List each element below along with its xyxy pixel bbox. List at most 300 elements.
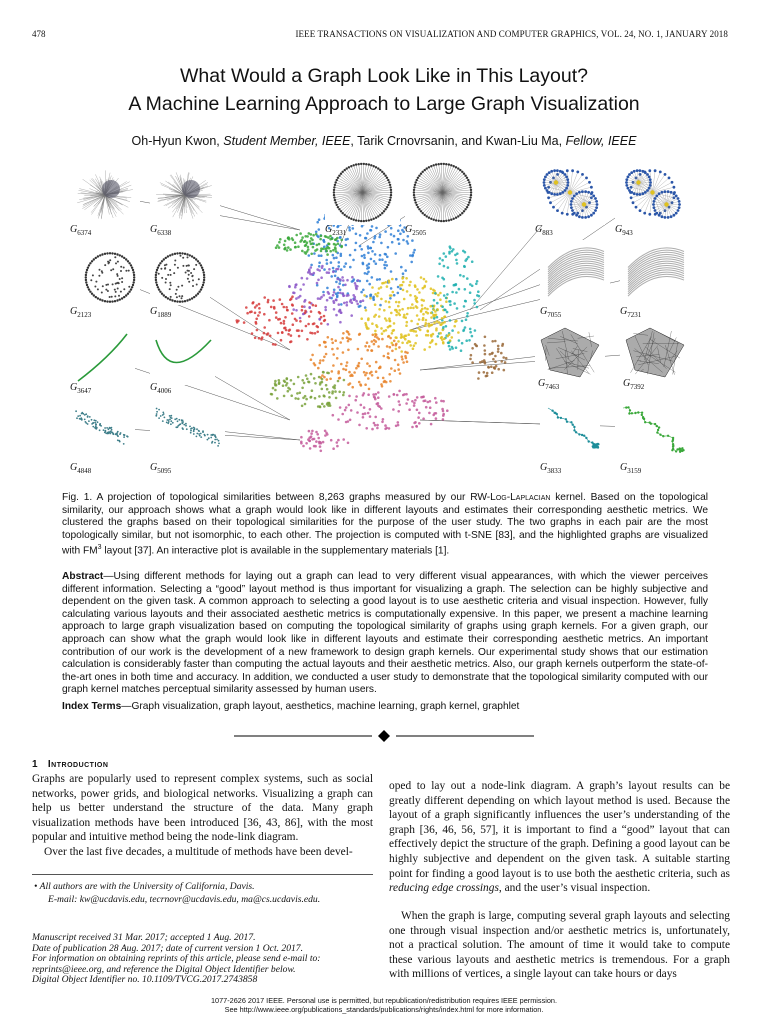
scatter-point: [343, 302, 346, 305]
scatter-point: [430, 312, 433, 315]
scatter-point: [493, 366, 496, 369]
scatter-point: [330, 261, 333, 264]
scatter-point: [443, 294, 446, 297]
scatter-point: [340, 245, 343, 248]
scatter-point: [503, 369, 506, 372]
scatter-point: [360, 317, 363, 320]
scatter-point: [343, 265, 346, 268]
scatter-point: [332, 353, 335, 356]
scatter-point: [345, 244, 348, 247]
scatter-point: [295, 297, 298, 300]
scatter-point: [291, 312, 294, 315]
scatter-point: [357, 348, 360, 351]
manuscript-doi: Digital Object Identifier no. 10.1109/TVCG.2017.2743858: [32, 974, 258, 986]
graph-label: $G_{943}$: [615, 224, 633, 237]
graph-thumbnail-curve: [70, 330, 135, 385]
scatter-point: [363, 392, 366, 395]
scatter-point: [433, 317, 436, 320]
scatter-point: [301, 330, 304, 333]
scatter-point: [371, 250, 374, 253]
scatter-point: [442, 400, 445, 403]
scatter-point: [399, 314, 402, 317]
manuscript-reference: reprints@ieee.org, and reference the Digital Object Identifier below.: [32, 963, 296, 975]
scatter-point: [334, 339, 337, 342]
scatter-point: [349, 375, 352, 378]
scatter-point: [438, 321, 441, 324]
graph-label: $G_{1889}$: [150, 306, 172, 319]
scatter-point: [375, 370, 378, 373]
scatter-point: [383, 330, 386, 333]
scatter-point: [384, 261, 387, 264]
caption-text: kernel. Based on the topological similarity, our approach shows what a graph would look like in different layouts and estimates their corresponding aesthetic metrics. We clustered the graphs based on their topological similarities for the purpose of the user study. The two graphs in each pair are the most topologically similar, but not isomorphic, to each other. The projection is computed with t-SNE [83], and the highlighted graphs are visualized with FM: [62, 492, 708, 557]
scatter-point: [335, 314, 338, 317]
scatter-point: [477, 290, 480, 293]
scatter-point: [308, 430, 311, 433]
scatter-point: [373, 260, 376, 263]
scatter-point: [389, 297, 392, 300]
scatter-point: [323, 268, 326, 271]
scatter-point: [378, 287, 381, 290]
scatter-point: [406, 240, 409, 243]
scatter-point: [406, 321, 409, 324]
scatter-point: [294, 318, 297, 321]
scatter-point: [448, 345, 451, 348]
scatter-point: [373, 339, 376, 342]
scatter-point: [427, 401, 430, 404]
scatter-point: [399, 233, 402, 236]
scatter-point: [272, 299, 275, 302]
scatter-point: [395, 314, 398, 317]
scatter-point: [310, 358, 313, 361]
scatter-point: [283, 395, 286, 398]
scatter-point: [424, 399, 427, 402]
scatter-point: [310, 253, 313, 256]
scatter-point: [345, 421, 348, 424]
scatter-point: [441, 408, 444, 411]
scatter-point: [367, 317, 370, 320]
scatter-point: [421, 299, 424, 302]
caption-sup: 3: [97, 544, 102, 552]
scatter-point: [370, 294, 373, 297]
scatter-point: [276, 397, 279, 400]
manuscript-info: [32, 933, 373, 986]
scatter-point: [321, 374, 324, 377]
scatter-point: [327, 323, 330, 326]
scatter-point: [310, 310, 313, 313]
scatter-point: [406, 290, 409, 293]
scatter-point: [369, 415, 372, 418]
scatter-point: [428, 346, 431, 349]
scatter-point: [342, 295, 345, 298]
scatter-point: [389, 320, 392, 323]
scatter-point: [366, 362, 369, 365]
scatter-point: [283, 380, 286, 383]
scatter-point: [455, 259, 458, 262]
scatter-point: [258, 311, 261, 314]
scatter-point: [314, 332, 317, 335]
scatter-point: [336, 441, 339, 444]
scatter-point: [354, 249, 357, 252]
scatter-point: [274, 343, 277, 346]
scatter-point: [378, 278, 381, 281]
scatter-point: [362, 299, 365, 302]
graph-label: $G_{7231}$: [620, 306, 642, 319]
scatter-point: [257, 314, 260, 317]
manuscript-publication: Date of publication 28 Aug. 2017; date of current version 1 Oct. 2017.: [32, 942, 303, 954]
scatter-point: [484, 336, 487, 339]
scatter-point: [390, 367, 393, 370]
scatter-point: [384, 230, 387, 233]
scatter-point: [441, 317, 444, 320]
scatter-point: [375, 393, 378, 396]
scatter-point: [387, 246, 390, 249]
scatter-point: [310, 435, 313, 438]
graph-thumbnail-swirl: [620, 240, 690, 305]
scatter-point: [491, 371, 494, 374]
scatter-point: [394, 309, 397, 312]
graph-label: $G_{3833}$: [540, 462, 562, 475]
scatter-point: [336, 357, 339, 360]
abstract-text: —Using different methods for laying out a graph can lead to very different visual appearances, with which the viewer perceives different information. Selecting a “good” layout method is thus important for visualizing a graph. The selection can be highly subjective and dependent on the given task. A common approach to selecting a good layout is to use aesthetic criteria and visual inspection. However, fully calculating various layouts and their associated aesthetic metrics is computationally expensive. In this paper, we present a machine learning approach to large graph visualization based on computing the topological similarity of graphs using graph kernels. For a given graph, our approach can show what the graph would look like in different layouts and estimate their corresponding aesthetic metrics. An important contribution of our work is the development of a new framework to design graph kernels. Our experimental study shows that our estimation calculation is considerably faster than computing the actual layouts and their aesthetic metrics. Also, our graph kernels outperform the state-of-the-art ones in both time and accuracy. In addition, we conducted a user study to demonstrate that the topological similarity computed with our graph kernel matches perceptual similarity assessed by human users.: [62, 571, 708, 696]
scatter-point: [476, 280, 479, 283]
scatter-point: [374, 314, 377, 317]
scatter-point: [293, 292, 296, 295]
scatter-point: [321, 378, 324, 381]
scatter-point: [353, 371, 356, 374]
scatter-point: [359, 245, 362, 248]
scatter-point: [287, 237, 290, 240]
scatter-point: [334, 238, 337, 241]
scatter-point: [398, 346, 401, 349]
scatter-point: [289, 329, 292, 332]
scatter-point: [311, 389, 314, 392]
scatter-point: [275, 311, 278, 314]
scatter-point: [318, 269, 321, 272]
scatter-cluster: [431, 245, 481, 352]
scatter-point: [433, 290, 436, 293]
author-1-role: Student Member, IEEE: [223, 134, 351, 148]
scatter-point: [373, 422, 376, 425]
scatter-point: [330, 275, 333, 278]
scatter-point: [416, 323, 419, 326]
page-number: 478: [32, 29, 46, 39]
scatter-point: [403, 314, 406, 317]
scatter-point: [445, 255, 448, 258]
scatter-point: [268, 319, 271, 322]
scatter-point: [297, 398, 300, 401]
scatter-point: [351, 276, 354, 279]
scatter-point: [348, 371, 351, 374]
scatter-point: [301, 379, 304, 382]
scatter-point: [456, 252, 459, 255]
scatter-point: [412, 347, 415, 350]
scatter-point: [391, 332, 394, 335]
scatter-point: [292, 323, 295, 326]
scatter-point: [364, 374, 367, 377]
scatter-point: [320, 450, 323, 453]
scatter-point: [326, 287, 329, 290]
scatter-point: [366, 264, 369, 267]
scatter-point: [333, 301, 336, 304]
scatter-point: [329, 378, 332, 381]
scatter-point: [340, 363, 343, 366]
scatter-point: [349, 419, 352, 422]
footnote-affiliation: • All authors are with the University of California, Davis.: [34, 881, 255, 892]
scatter-point: [294, 241, 297, 244]
copyright-notice: [0, 996, 768, 1014]
scatter-point: [383, 355, 386, 358]
scatter-point: [418, 422, 421, 425]
scatter-point: [473, 299, 476, 302]
scatter-point: [368, 365, 371, 368]
scatter-point: [311, 430, 314, 433]
scatter-point: [408, 408, 411, 411]
scatter-point: [316, 248, 319, 251]
scatter-point: [326, 262, 329, 265]
scatter-point: [311, 242, 314, 245]
scatter-point: [422, 395, 425, 398]
scatter-point: [317, 279, 320, 282]
scatter-point: [455, 346, 458, 349]
scatter-point: [386, 345, 389, 348]
scatter-point: [405, 357, 408, 360]
scatter-point: [376, 295, 379, 298]
scatter-point: [255, 321, 258, 324]
scatter-point: [478, 371, 481, 374]
scatter-point: [366, 341, 369, 344]
graph-label: $G_{3647}$: [70, 382, 92, 395]
scatter-point: [412, 251, 415, 254]
scatter-point: [294, 286, 297, 289]
scatter-point: [279, 298, 282, 301]
scatter-point: [345, 406, 348, 409]
graph-thumbnail-mesh: [535, 320, 605, 385]
copyright-line-2: See http://www.ieee.org/publications_standards/publications/rights/index.html for more information.: [224, 1005, 544, 1014]
scatter-point: [398, 309, 401, 312]
scatter-point: [321, 403, 324, 406]
scatter-point: [471, 335, 474, 338]
section-heading: [32, 759, 108, 770]
scatter-point: [299, 392, 302, 395]
scatter-point: [471, 347, 474, 350]
scatter-point: [451, 329, 454, 332]
scatter-point: [301, 236, 304, 239]
scatter-point: [463, 265, 466, 268]
scatter-point: [429, 324, 432, 327]
scatter-point: [357, 279, 360, 282]
scatter-point: [291, 295, 294, 298]
scatter-point: [337, 243, 340, 246]
scatter-point: [299, 240, 302, 243]
scatter-point: [339, 321, 342, 324]
scatter-point: [342, 292, 345, 295]
scatter-point: [355, 395, 358, 398]
scatter-point: [360, 248, 363, 251]
scatter-point: [395, 301, 398, 304]
scatter-point: [333, 257, 336, 260]
scatter-point: [443, 265, 446, 268]
scatter-point: [375, 227, 378, 230]
scatter-point: [368, 345, 371, 348]
scatter-point: [364, 306, 367, 309]
scatter-point: [456, 262, 459, 265]
scatter-point: [387, 356, 390, 359]
scatter-point: [301, 405, 304, 408]
scatter-point: [388, 427, 391, 430]
scatter-point: [413, 249, 416, 252]
scatter-point: [398, 404, 401, 407]
scatter-point: [464, 326, 467, 329]
scatter-point: [437, 275, 440, 278]
scatter-cluster: [310, 330, 409, 390]
scatter-point: [459, 274, 462, 277]
scatter-point: [502, 343, 505, 346]
scatter-point: [347, 442, 350, 445]
scatter-point: [325, 432, 328, 435]
graph-thumbnail-tree: [615, 400, 685, 455]
index-terms-label: Index Terms: [62, 701, 122, 712]
scatter-point: [372, 334, 375, 337]
scatter-point: [337, 268, 340, 271]
scatter-point: [491, 340, 494, 343]
scatter-point: [403, 393, 406, 396]
scatter-point: [319, 383, 322, 386]
scatter-point: [320, 316, 323, 319]
scatter-point: [409, 254, 412, 257]
scatter-point: [410, 261, 413, 264]
scatter-point: [442, 418, 445, 421]
scatter-point: [442, 329, 445, 332]
scatter-point: [305, 442, 308, 445]
author-1: Oh-Hyun Kwon,: [131, 134, 224, 148]
scatter-point: [319, 238, 322, 241]
scatter-point: [491, 352, 494, 355]
scatter-point: [331, 342, 334, 345]
scatter-point: [374, 398, 377, 401]
scatter-point: [314, 397, 317, 400]
scatter-point: [336, 445, 339, 448]
scatter-point: [377, 292, 380, 295]
scatter-point: [409, 329, 412, 332]
scatter-point: [497, 348, 500, 351]
scatter-point: [331, 237, 334, 240]
scatter-point: [449, 304, 452, 307]
scatter-point: [335, 250, 338, 253]
intro-paragraph-2: Over the last five decades, a multitude of methods have been devel-: [44, 845, 353, 858]
scatter-point: [281, 303, 284, 306]
scatter-point: [319, 441, 322, 444]
scatter-point: [358, 362, 361, 365]
scatter-point: [340, 268, 343, 271]
scatter-point: [372, 241, 375, 244]
scatter-point: [377, 396, 380, 399]
scatter-point: [483, 371, 486, 374]
scatter-point: [315, 304, 318, 307]
scatter-point: [300, 436, 303, 439]
scatter-point: [322, 248, 325, 251]
scatter-point: [423, 348, 426, 351]
scatter-point: [306, 235, 309, 238]
scatter-point: [371, 428, 374, 431]
scatter-point: [278, 246, 281, 249]
scatter-point: [375, 262, 378, 265]
scatter-point: [334, 244, 337, 247]
scatter-point: [286, 378, 289, 381]
scatter-point: [329, 404, 332, 407]
scatter-point: [343, 391, 346, 394]
scatter-point: [284, 327, 287, 330]
scatter-point: [332, 271, 335, 274]
scatter-point: [439, 332, 442, 335]
scatter-point: [245, 306, 248, 309]
scatter-point: [354, 399, 357, 402]
scatter-point: [393, 340, 396, 343]
scatter-point: [408, 284, 411, 287]
scatter-point: [380, 298, 383, 301]
scatter-point: [371, 322, 374, 325]
scatter-point: [263, 326, 266, 329]
scatter-point: [385, 381, 388, 384]
scatter-point: [364, 272, 367, 275]
scatter-point: [312, 323, 315, 326]
scatter-point: [278, 381, 281, 384]
scatter-point: [469, 358, 472, 361]
scatter-point: [389, 294, 392, 297]
scatter-point: [418, 412, 421, 415]
scatter-point: [290, 334, 293, 337]
scatter-point: [299, 317, 302, 320]
scatter-point: [337, 418, 340, 421]
scatter-point: [305, 374, 308, 377]
scatter-point: [471, 260, 474, 263]
scatter-point: [315, 431, 318, 434]
scatter-point: [393, 322, 396, 325]
scatter-point: [363, 371, 366, 374]
scatter-point: [284, 240, 287, 243]
scatter-point: [366, 232, 369, 235]
scatter-point: [395, 343, 398, 346]
scatter-point: [278, 379, 281, 382]
scatter-point: [413, 344, 416, 347]
scatter-point: [283, 306, 286, 309]
scatter-point: [333, 289, 336, 292]
scatter-point: [401, 284, 404, 287]
scatter-point: [236, 321, 239, 324]
graph-label: $G_{2123}$: [70, 306, 92, 319]
scatter-point: [312, 304, 315, 307]
scatter-point: [469, 291, 472, 294]
scatter-point: [422, 287, 425, 290]
scatter-point: [346, 238, 349, 241]
scatter-point: [434, 310, 437, 313]
scatter-point: [446, 335, 449, 338]
scatter-point: [287, 333, 290, 336]
scatter-point: [439, 292, 442, 295]
scatter-point: [397, 368, 400, 371]
scatter-point: [327, 336, 330, 339]
scatter-point: [443, 316, 446, 319]
scatter-point: [395, 348, 398, 351]
scatter-point: [370, 349, 373, 352]
scatter-point: [417, 416, 420, 419]
scatter-point: [406, 342, 409, 345]
footnote-rule: [32, 874, 373, 875]
scatter-point: [505, 357, 508, 360]
scatter-point: [404, 351, 407, 354]
scatter-point: [464, 288, 467, 291]
scatter-point: [289, 248, 292, 251]
scatter-point: [261, 336, 264, 339]
